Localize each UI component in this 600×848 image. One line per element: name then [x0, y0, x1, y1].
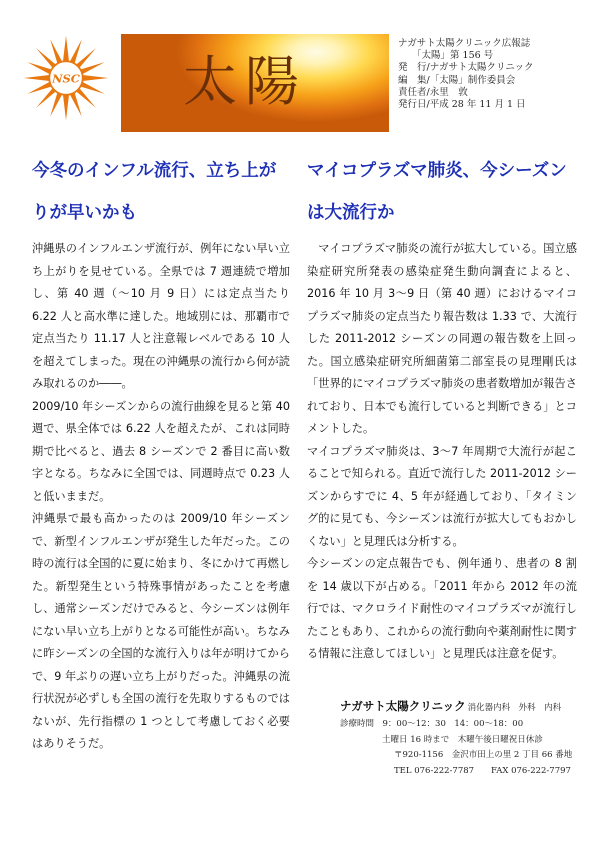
article-paragraph: 沖縄県のインフルエンザ流行が、例年にない早い立ち上がりを見せている。全県では 7 週連続で増加し、第 40 週（～10 月 9 日）には定点当たり 6.22 人と高水準に達した。地域別には、那覇市で定点当たり 11.17 人と注意報レベルである 10 人を超えてしまった。現在の沖縄県の流行から何が読み取れるのか――。 [32, 242, 290, 390]
article-mycoplasma-headline: マイコプラズマ肺炎、今シーズンは大流行か [307, 161, 567, 223]
masthead-publisher: 発 行/ナガサト太陽クリニック [398, 62, 534, 74]
article-paragraph: 沖縄県で最も高かったのは 2009/10 年シーズンで、新型インフルエンザが発生した年だった。この時の流行は全国的に夏に始まり、冬にかけて再燃した。新型発生という特殊事情があったことを考慮し、通常シーズンだけでみると、今シーズンは例年にない早い立ち上がりとなる可能性が高い。ちなみに昨シーズンの全国的な流行入りは年が明けてからで、9 年ぶりの遅い立ち上がりだった。沖縄県の流行状況が必ずしも全国の流行を先取りするものではないが、先行指標の 1 つとして考慮しておく必要はありそうだ。 [32, 512, 290, 750]
clinic-hours: 診療時間 9：00～12：30 14：00～18：00 [340, 718, 524, 729]
clinic-address: 〒920-1156 金沢市田上の里 2 丁目 66 番地 [394, 750, 573, 761]
newsletter-title: 太陽 [183, 50, 307, 113]
article-paragraph: マイコプラズマ肺炎の流行が拡大している。国立感染症研究所発表の感染症発生動向調査によると、2016 年 10 月 3～9 日（第 40 週）におけるマイコプラズマ肺炎の定点当たり報告数は 1.33 で、大流行した 2011-2012 シーズンの同週の報告数を上回った。国立感染症研究所細菌第二部室長の見理剛氏は「世界的にマイコプラズマ肺炎の患者数増加が報告されており、日本でも流行していると判断できる」とコメントした。 [307, 242, 577, 435]
masthead-info [398, 38, 598, 111]
article-paragraph: 2009/10 年シーズンからの流行曲線を見ると第 40 週で、県全体では 6.22 人を超えたが、これは同時期で比べると、過去 8 シーズンで 2 番目に高い数字となる。ちなみに全国では、同週時点で 0.23 人と低いままだ。 [32, 399, 290, 503]
masthead-date: 発行日/平成 28 年 11 月 1 日 [398, 99, 526, 111]
clinic-contact: TEL 076-222-7787 FAX 076-222-7797 [394, 766, 571, 777]
masthead-publication: ナガサト太陽クリニック広報誌 [398, 38, 531, 49]
logo-emblem-text: NSC [52, 71, 80, 86]
article-paragraph: マイコプラズマ肺炎は、3～7 年周期で大流行が起こることで知られる。直近で流行した 2011-2012 シーズンからすでに 4、5 年が経過しており、「タイミング的に見ても、今シーズンは流行が拡大してもおかしくない」と見理氏は分析する。 [307, 444, 577, 548]
article-influenza-body [32, 238, 290, 756]
clinic-closed-days: 土曜日 16 時まで 木曜午後日曜祝日休診 [382, 734, 543, 745]
clinic-footer [340, 699, 576, 780]
masthead-editor: 編 集/「太陽」制作委員会 [398, 74, 516, 86]
masthead-responsible: 責任者/永里 敦 [398, 86, 468, 98]
sun-emblem-icon [22, 34, 110, 122]
title-banner [121, 34, 389, 132]
article-paragraph: 今シーズンの定点報告でも、例年通り、患者の 8 割を 14 歳以下が占める。「2011 年から 2012 年の流行では、マクロライド耐性のマイコプラズマが流行したこともあり、これからの流行動向や薬剤耐性に関する情報に注意してほしい」と見理氏は注意を促す。 [307, 557, 577, 660]
article-influenza-headline: 今冬のインフル流行、立ち上がりが早いかも [32, 161, 277, 223]
masthead-issue: 「太陽」第 156 号 [412, 50, 494, 62]
clinic-name: ナガサト太陽クリニック [340, 699, 466, 713]
clinic-departments: 消化器内科 外科 内科 [467, 703, 562, 713]
article-mycoplasma-body [307, 238, 577, 666]
